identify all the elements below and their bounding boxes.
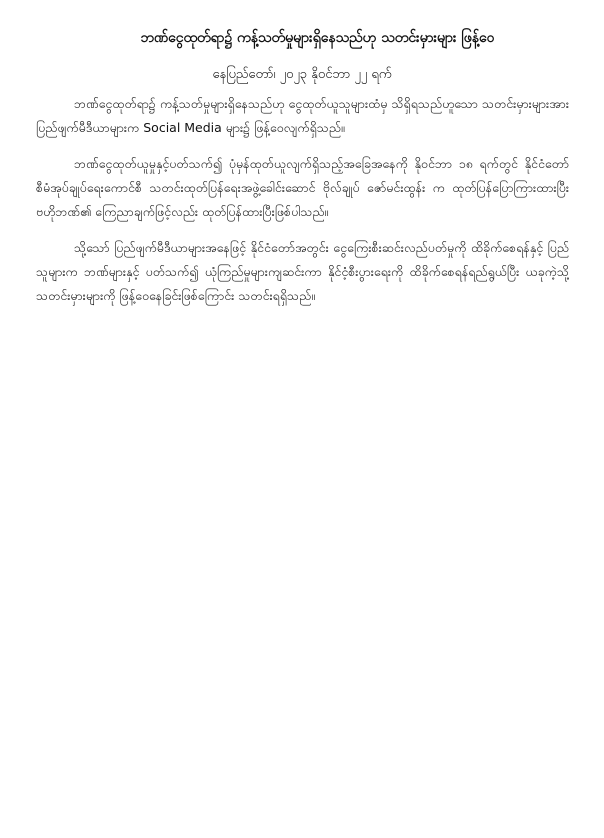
paragraph-3: သို့သော် ပြည်ဖျက်မီဒီယာများအနေဖြင့် နိုင်ငံတော်အတွင်း ငွေကြေးစီးဆင်းလည်ပတ်မှုကို ထိခိုက်စေရန်နှင့် ပြည်သူများက ဘဏ်များနှင့် ပတ်သက်၍ ယုံကြည်မှုများကျဆင်းကာ နိုင်ငံ့စီးပွားရေးကို ထိခိုက်စေရန်ရည်ရွယ်ပြီး ယခုကဲ့သို့ သတင်းမှားများကို ဖြန့်ဝေနေခြင်းဖြစ်ကြောင်း သတင်းရရှိသည်။ <box>36 240 569 303</box>
article-dateline: နေပြည်တော်၊ ၂၀၂၃ နိုဝင်ဘာ ၂၂ ရက် <box>212 67 392 82</box>
paragraph-1: ဘဏ်ငွေထုတ်ရာ၌ ကန့်သတ်မှုများရှိနေသည်ဟု ငွေထုတ်ယူသူများထံမှ သိရှိရသည်ဟူသော သတင်းမှားများအား ပြည်ဖျက်မီဒီယာများက Social Media များ၌ ဖြန့်ဝေလျက်ရှိသည်။ <box>36 96 569 135</box>
paragraph-2: ဘဏ်ငွေထုတ်ယူမှုနှင့်ပတ်သက်၍ ပုံမှန်ထုတ်ယူလျက်ရှိသည့်အခြေအနေကို နိုဝင်ဘာ ၁၈ ရက်တွင် နိုင်ငံတော်စီမံအုပ်ချုပ်ရေးကောင်စီ သတင်းထုတ်ပြန်ရေးအဖွဲ့ခေါင်းဆောင် ဗိုလ်ချုပ် ဇော်မင်းထွန်း က ထုတ်ပြန်ပြောကြားထားပြီး ဗဟိုဘဏ်၏ ကြေညာချက်ဖြင့်လည်း ထုတ်ပြန်ထားပြီးဖြစ်ပါသည်။ <box>36 156 569 219</box>
article-headline: ဘဏ်ငွေထုတ်ရာ၌ ကန့်သတ်မှုများရှိနေသည်ဟု သတင်းမှားများ ဖြန့်ဝေ <box>140 30 495 46</box>
article-body <box>36 92 569 320</box>
